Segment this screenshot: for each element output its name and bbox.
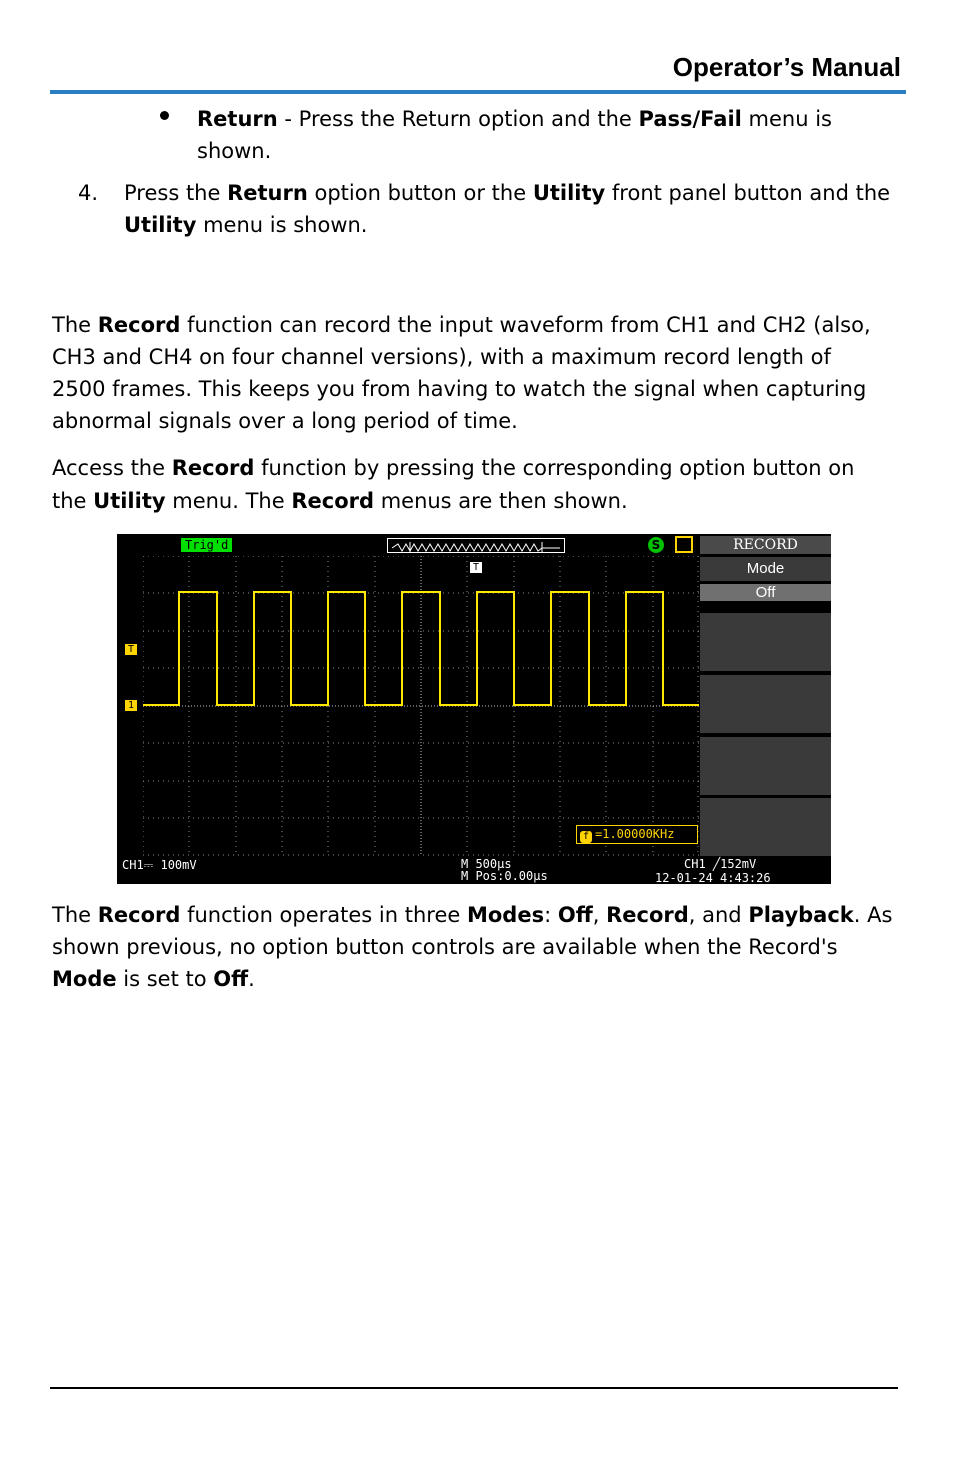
record-menu (700, 534, 831, 856)
para3-line3: Mode is set to Off. (52, 967, 255, 991)
scope-info-bar (117, 856, 831, 884)
trigger-position-marker: T (470, 562, 482, 573)
para1-line3: 2500 frames. This keeps you from having to watch the signal when capturing (52, 377, 867, 401)
para2-line1: Access the Record function by pressing the corresponding option button on (52, 456, 855, 480)
scope-status-bar (117, 534, 697, 556)
ch1-scale-readout: CH1⎓ 100mV (122, 858, 197, 872)
channel1-marker: 1 (125, 700, 137, 711)
option-button-3[interactable] (700, 675, 831, 733)
para3-line2: shown previous, no option button controls are available when the Record's (52, 935, 838, 959)
step4-line1: Press the Return option button or the Utility front panel button and the (124, 181, 891, 205)
scope-graticule (143, 556, 699, 856)
para1-line1: The Record function can record the input waveform from CH1 and CH2 (also, (52, 313, 871, 337)
mode-option-label[interactable]: Mode (700, 557, 831, 581)
bullet-return-line2: shown. (197, 139, 272, 163)
oscilloscope-screenshot (117, 534, 831, 884)
page-header-title: Operator’s Manual (672, 52, 901, 82)
bullet-label: Return (197, 107, 278, 131)
memory-wave-icon (388, 541, 564, 554)
frequency-icon: f (580, 831, 592, 843)
frequency-readout: f =1.00000KHz (576, 825, 698, 844)
dollar-status-icon: S (648, 537, 664, 553)
trigger-readout: CH1 ╱152mV (684, 857, 757, 871)
bullet-icon (160, 111, 169, 120)
time-position-readout: M Pos:0.00μs (461, 869, 548, 883)
trigger-status-badge: Trig'd (181, 538, 232, 552)
bullet-return-line1: Return - Press the Return option and the Pass/Fail menu is (197, 107, 832, 131)
memory-position-bar (387, 538, 565, 553)
step-number: 4. (78, 181, 99, 205)
trigger-level-marker: T (125, 644, 137, 655)
record-menu-title: RECORD (700, 536, 831, 554)
option-button-2[interactable] (700, 613, 831, 671)
option-button-5[interactable] (700, 798, 831, 856)
mode-option-value[interactable]: Off (700, 584, 831, 601)
time-base-readout: M 500μs (461, 857, 512, 871)
footer-rule (50, 1387, 898, 1389)
printer-icon (675, 536, 693, 553)
para1-line2: CH3 and CH4 on four channel versions), with a maximum record length of (52, 345, 831, 369)
step4-line2: Utility menu is shown. (124, 213, 368, 237)
timestamp-readout: 12-01-24 4:43:26 (655, 871, 771, 884)
header-rule (50, 90, 906, 94)
option-button-4[interactable] (700, 737, 831, 795)
para3-line1: The Record function operates in three Modes: Off, Record, and Playback. As (52, 903, 893, 927)
para1-line4: abnormal signals over a long period of time. (52, 409, 518, 433)
para2-line2: the Utility menu. The Record menus are then shown. (52, 489, 628, 513)
